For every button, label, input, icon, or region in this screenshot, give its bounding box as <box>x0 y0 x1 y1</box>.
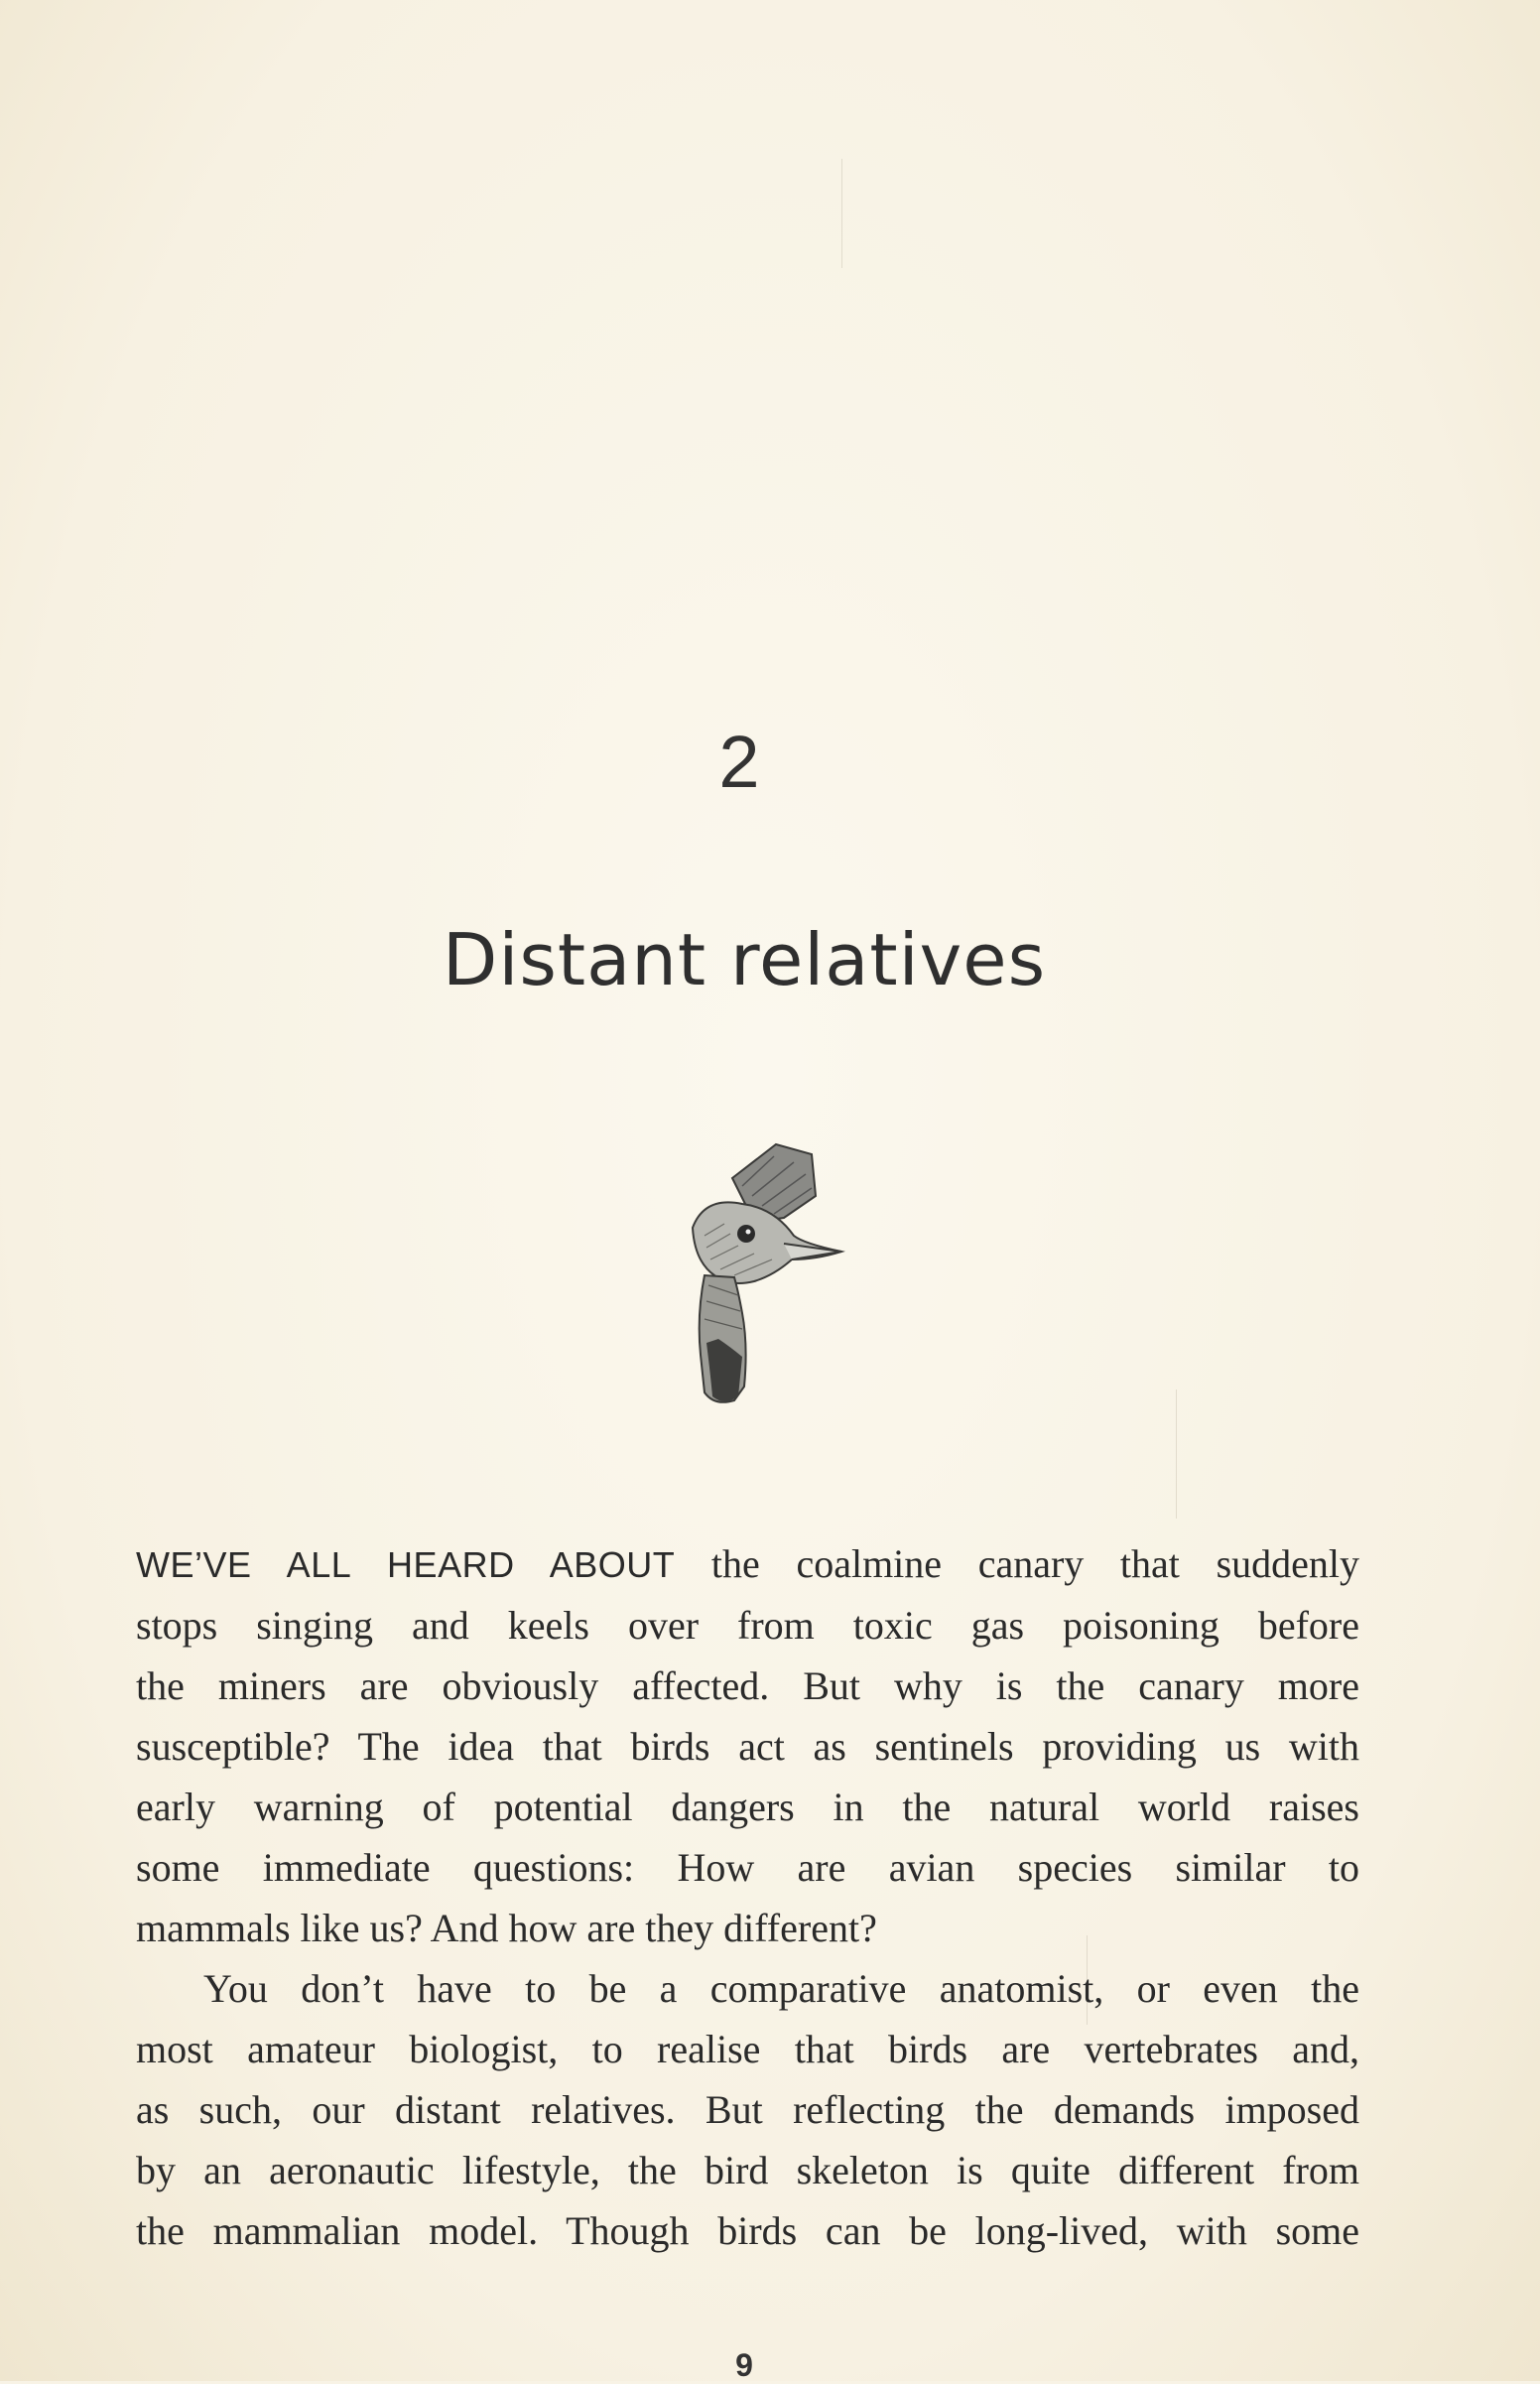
text-line: susceptible? The idea that birds act as sentinels providing us with <box>136 1724 1359 1769</box>
text-line: stops singing and keels over from toxic gas poisoning before <box>136 1603 1359 1648</box>
page-crease-mark <box>1176 1390 1177 1519</box>
page-number: 9 <box>735 2347 753 2383</box>
paragraph-1 <box>136 1533 1359 1958</box>
text-line: as such, our distant relatives. But reflecting the demands imposed <box>136 2087 1359 2132</box>
chapter-number: 2 <box>718 721 760 803</box>
text-line: mammals like us? And how are they different? <box>136 1906 877 1950</box>
text-line: early warning of potential dangers in the natural world raises <box>136 1785 1359 1829</box>
paragraph-2 <box>136 1958 1359 2261</box>
lead-in-smallcaps: WE’VE ALL HEARD ABOUT <box>136 1544 676 1585</box>
text-line: some immediate questions: How are avian species similar to <box>136 1845 1359 1890</box>
text-line: by an aeronautic lifestyle, the bird skeleton is quite different from <box>136 2148 1359 2192</box>
text-line: You don’t have to be a comparative anatomist, or even the <box>203 1966 1359 2011</box>
cassowary-head-icon <box>635 1126 853 1414</box>
chapter-title: Distant relatives <box>442 918 1047 1001</box>
body-text <box>136 1533 1359 2261</box>
text-line <box>136 1533 1359 1595</box>
text-line: the miners are obviously affected. But why is the canary more <box>136 1663 1359 1708</box>
text-line: most amateur biologist, to realise that birds are vertebrates and, <box>136 2027 1359 2071</box>
page-crease-mark <box>841 159 842 268</box>
text-line: the mammalian model. Though birds can be long-lived, with some <box>136 2208 1359 2253</box>
text-line-segment: the coalmine canary that suddenly <box>675 1541 1360 1586</box>
